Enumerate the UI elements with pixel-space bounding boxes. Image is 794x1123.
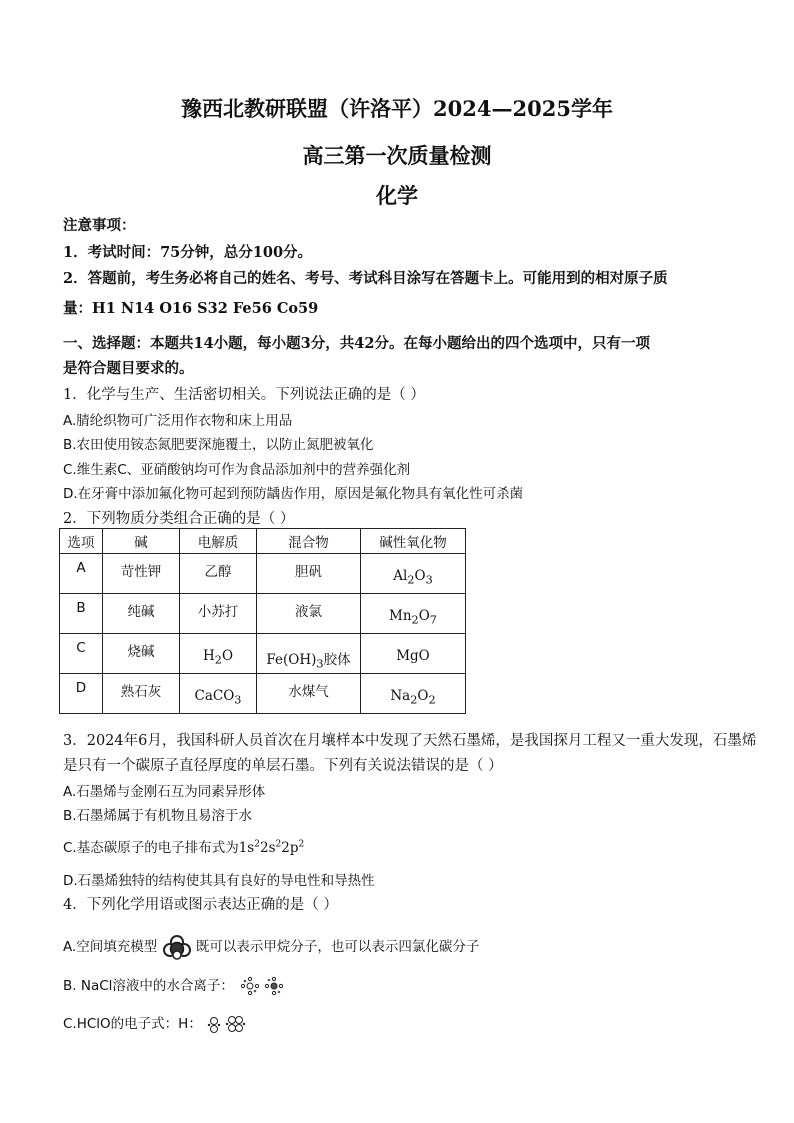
table-cell: [361, 674, 466, 714]
table-cell: [60, 634, 103, 674]
exam-subtitle: 高三第一次质量检测: [302, 143, 492, 168]
space-filling-model-icon: [162, 934, 192, 960]
q3-stem: 3．2024年6月，我国科研人员首次在月壤样本中发现了天然石墨烯，是我国探月工程又一重大发现，石墨烯: [63, 733, 757, 749]
cell-option: B: [76, 600, 86, 616]
q3-option-a: A.石墨烯与金刚石互为同素异形体: [63, 784, 266, 800]
table-header: 电解质: [180, 529, 257, 554]
table-cell: [60, 674, 103, 714]
cell-oxide: $Al_2O_3$: [393, 568, 433, 587]
cell-mixture: $Fe(OH)_3$胶体: [266, 652, 351, 671]
classification-table: [59, 528, 466, 714]
q4-option-b: B. NaCl溶液中的水合离子：: [63, 974, 286, 996]
hydrated-ion-icon: [238, 976, 286, 996]
table-row: [60, 674, 466, 714]
subject-title: 化学: [376, 183, 418, 208]
table-row: [60, 554, 466, 594]
table-header-row: [60, 529, 466, 554]
cell-option: A: [76, 560, 86, 576]
notice-item-2: 2．答题前，考生务必将自己的姓名、考号、考试科目涂写在答题卡上。可能用到的相对原子质: [63, 270, 668, 287]
table-cell: [361, 634, 466, 674]
notice-item-2-cont: 量：H1 N14 O16 S32 Fe56 Co59: [63, 300, 319, 317]
table-cell: [103, 594, 180, 634]
q3-option-b: B.石墨烯属于有机物且易溶于水: [63, 808, 253, 824]
table-cell: [361, 554, 466, 594]
q4-option-c: C.HClO的电子式：H：: [63, 1012, 248, 1036]
cell-base: 熟石灰: [120, 684, 162, 700]
q1-option-d: D.在牙膏中添加氟化物可起到预防龋齿作用，原因是氟化物具有氧化性可杀菌: [63, 486, 524, 502]
table-row: [60, 594, 466, 634]
table-cell: [257, 594, 361, 634]
cell-electrolyte: 小苏打: [197, 604, 239, 620]
q3-stem-cont: 是只有一个碳原子直径厚度的单层石墨。下列有关说法错误的是（ ）: [63, 758, 503, 774]
table-header: 碱: [103, 529, 180, 554]
cell-option: C: [76, 640, 86, 656]
cell-option: D: [75, 680, 87, 696]
cell-mixture: 液氯: [295, 604, 322, 620]
q1-option-b: B.农田使用铵态氮肥要深施覆土，以防止氮肥被氧化: [63, 437, 374, 453]
exam-title: 豫西北教研联盟（许洛平）2024—2025学年: [181, 96, 613, 121]
cell-oxide: $Na_2O_2$: [390, 688, 436, 707]
cell-base: 纯碱: [127, 604, 155, 620]
q1-option-c: C.维生素C、亚硝酸钠均可作为食品添加剂中的营养强化剂: [63, 462, 411, 478]
q3-option-c: C.基态碳原子的电子排布式为$1s^22s^22p^2$: [63, 839, 305, 856]
table-cell: [180, 634, 257, 674]
table-cell: [60, 554, 103, 594]
notice-heading: 注意事项：: [63, 217, 136, 234]
table-cell: [257, 674, 361, 714]
table-cell: [180, 594, 257, 634]
table-cell: [103, 554, 180, 594]
table-header: 混合物: [257, 529, 361, 554]
q4-option-a: A.空间填充模型 既可以表示甲烷分子，也可以表示四氯化碳分子: [63, 934, 479, 960]
q4-stem: 4．下列化学用语或图示表达正确的是（ ）: [63, 897, 338, 913]
cell-base: 烧碱: [127, 644, 155, 660]
cell-oxide: $Mn_2O_7$: [389, 608, 437, 627]
cell-electrolyte: $H_2O$: [202, 648, 234, 667]
cell-electrolyte: 乙醇: [204, 564, 232, 580]
table-cell: [180, 554, 257, 594]
table-cell: [103, 634, 180, 674]
table-cell: [60, 594, 103, 634]
notice-item-1: 1．考试时间：75分钟，总分100分。: [63, 244, 313, 261]
table-cell: [361, 594, 466, 634]
cell-electrolyte: CaCO$_3$: [194, 688, 242, 707]
cell-mixture: 水煤气: [288, 684, 329, 700]
q2-stem: 2．下列物质分类组合正确的是（ ）: [63, 511, 295, 527]
table-cell: [257, 554, 361, 594]
section-1-heading: 一、选择题：本题共14小题，每小题3分，共42分。在每小题给出的四个选项中，只有一项: [63, 335, 650, 352]
q1-stem: 1．化学与生产、生活密切相关。下列说法正确的是（ ）: [63, 387, 425, 403]
q1-option-a: A.腈纶织物可广泛用作衣物和床上用品: [63, 413, 293, 429]
table-row: [60, 634, 466, 674]
table-header: 选项: [60, 529, 103, 554]
cell-base: 苛性钾: [120, 564, 162, 580]
q3-option-d: D.石墨烯独特的结构使其具有良好的导电性和导热性: [63, 873, 375, 889]
cell-oxide: MgO: [396, 648, 430, 664]
section-1-heading-cont: 是符合题目要求的。: [63, 360, 194, 377]
electron-formula-icon: [206, 1012, 248, 1036]
table-header: 碱性氧化物: [361, 529, 466, 554]
table-cell: [180, 674, 257, 714]
cell-mixture: 胆矾: [295, 564, 322, 580]
table-cell: [257, 634, 361, 674]
table-cell: [103, 674, 180, 714]
